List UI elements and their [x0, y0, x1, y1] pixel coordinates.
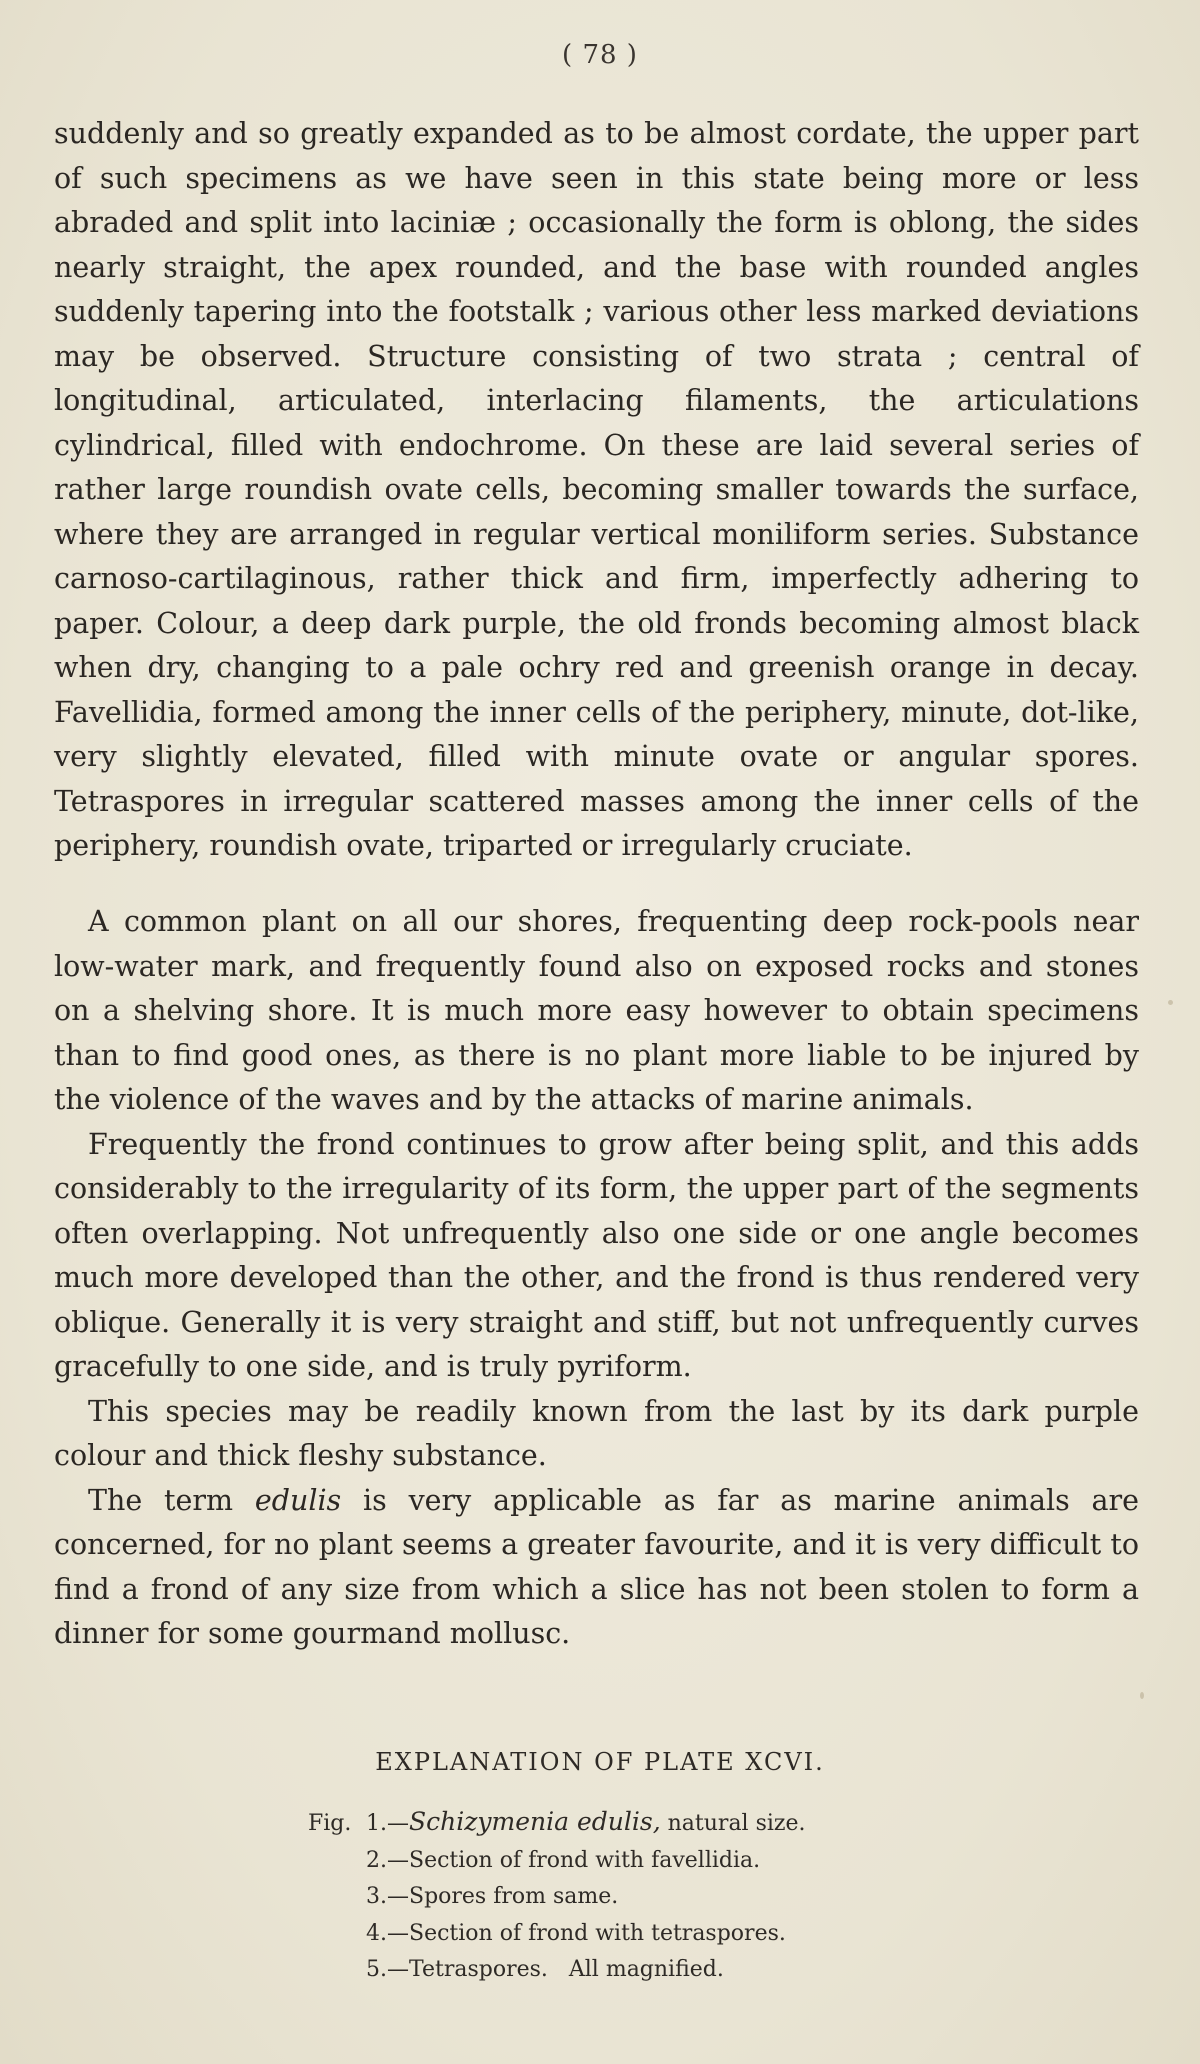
edulis-before: The term [88, 1483, 255, 1517]
figure-caption: natural size. [660, 1811, 806, 1836]
figure-number: 2.— [366, 1847, 409, 1873]
figure-row [308, 1879, 1008, 1916]
habitat-paragraph: A common plant on all our shores, frequenting deep rock-pools near low-water mark, and frequently found also on exposed rocks and stones on a shelving shore. It is much more easy however to obtain specimens than to find good ones, as there is no plant more liable to be injured by the violence of the waves and by the attacks of marine animals. [54, 905, 1139, 1116]
description-text: suddenly and so greatly expanded as to be almost cordate, the upper part of such specimens as we have seen in this state being more or less abraded and split into laciniæ ; occasionally the form is oblong, the sides nearly straight, the apex rounded, and the base with rounded angles suddenly tapering into the footstalk ; various other less marked deviations may be observed. Structure consisting of two strata ; central of longitudinal, articulated, interlacing filaments, the articulations cylindrical, filled with endochrome. On these are laid several series of rather large roundish ovate cells, becoming smaller towards the surface, where they are arranged in regular vertical moniliform series. Substance carnoso-cartilaginous, rather thick and firm, imperfectly adhering to paper. Colour, a deep dark purple, the old fronds becoming almost black when dry, changing to a pale ochry red and greenish orange in decay. Favellidia, formed among the inner cells of the periphery, minute, dot-like, very slightly elevated, filled with minute ovate or angular spores. Tetraspores in irregular scattered masses among the inner cells of the periphery, roundish ovate, triparted or irregularly cruciate. [54, 117, 1139, 862]
figure-number: 5.— [366, 1957, 409, 1982]
figure-row [308, 1916, 1008, 1953]
figure-row [308, 1952, 1008, 1989]
figure-species: Schizymenia edulis, [409, 1807, 661, 1836]
paper-spot [1140, 1692, 1144, 1699]
edulis-term: edulis [254, 1483, 342, 1517]
page-number: ( 78 ) [562, 40, 638, 70]
figure-number: 3.— [366, 1884, 409, 1909]
growth-paragraph: Frequently the frond continues to grow after being split, and this adds considerably to the irregularity of its form, the upper part of the segments often overlapping. Not unfrequently also one side or one angle becomes much more developed than the other, and the frond is thus rendered very oblique. Generally it is very straight and stiff, but not unfrequently curves gracefully to one side, and is truly pyriform. [54, 1127, 1139, 1383]
edulis-after: is very applicable as far as marine animals are concerned, for no plant seems a greater favourite, and it is very difficult to find a frond of any size from which a slice has not been stolen to form a dinner for some gourmand mollusc. [54, 1483, 1139, 1650]
fig-prefix: Fig. [308, 1811, 352, 1836]
figure-row [308, 1804, 1008, 1843]
figure-caption: Spores from same. [409, 1884, 619, 1909]
description-paragraph [54, 112, 1139, 869]
figure-number: 4.— [366, 1920, 409, 1946]
habitat-section [54, 900, 1139, 1657]
figure-list [308, 1804, 1008, 1989]
figure-caption: Section of frond with tetraspores. [409, 1920, 786, 1946]
species-note-paragraph: This species may be readily known from the last by its dark purple colour and thick fleshy substance. [54, 1394, 1139, 1472]
plate-title: EXPLANATION OF PLATE XCVI. [375, 1748, 825, 1776]
figure-caption: Tetraspores. All magnified. [409, 1957, 724, 1982]
figure-row [308, 1843, 1008, 1880]
paper-spot [1168, 1000, 1173, 1005]
figure-caption: Section of frond with favellidia. [409, 1847, 761, 1873]
figure-number: 1.— [366, 1811, 409, 1836]
edulis-paragraph [54, 1479, 1139, 1657]
